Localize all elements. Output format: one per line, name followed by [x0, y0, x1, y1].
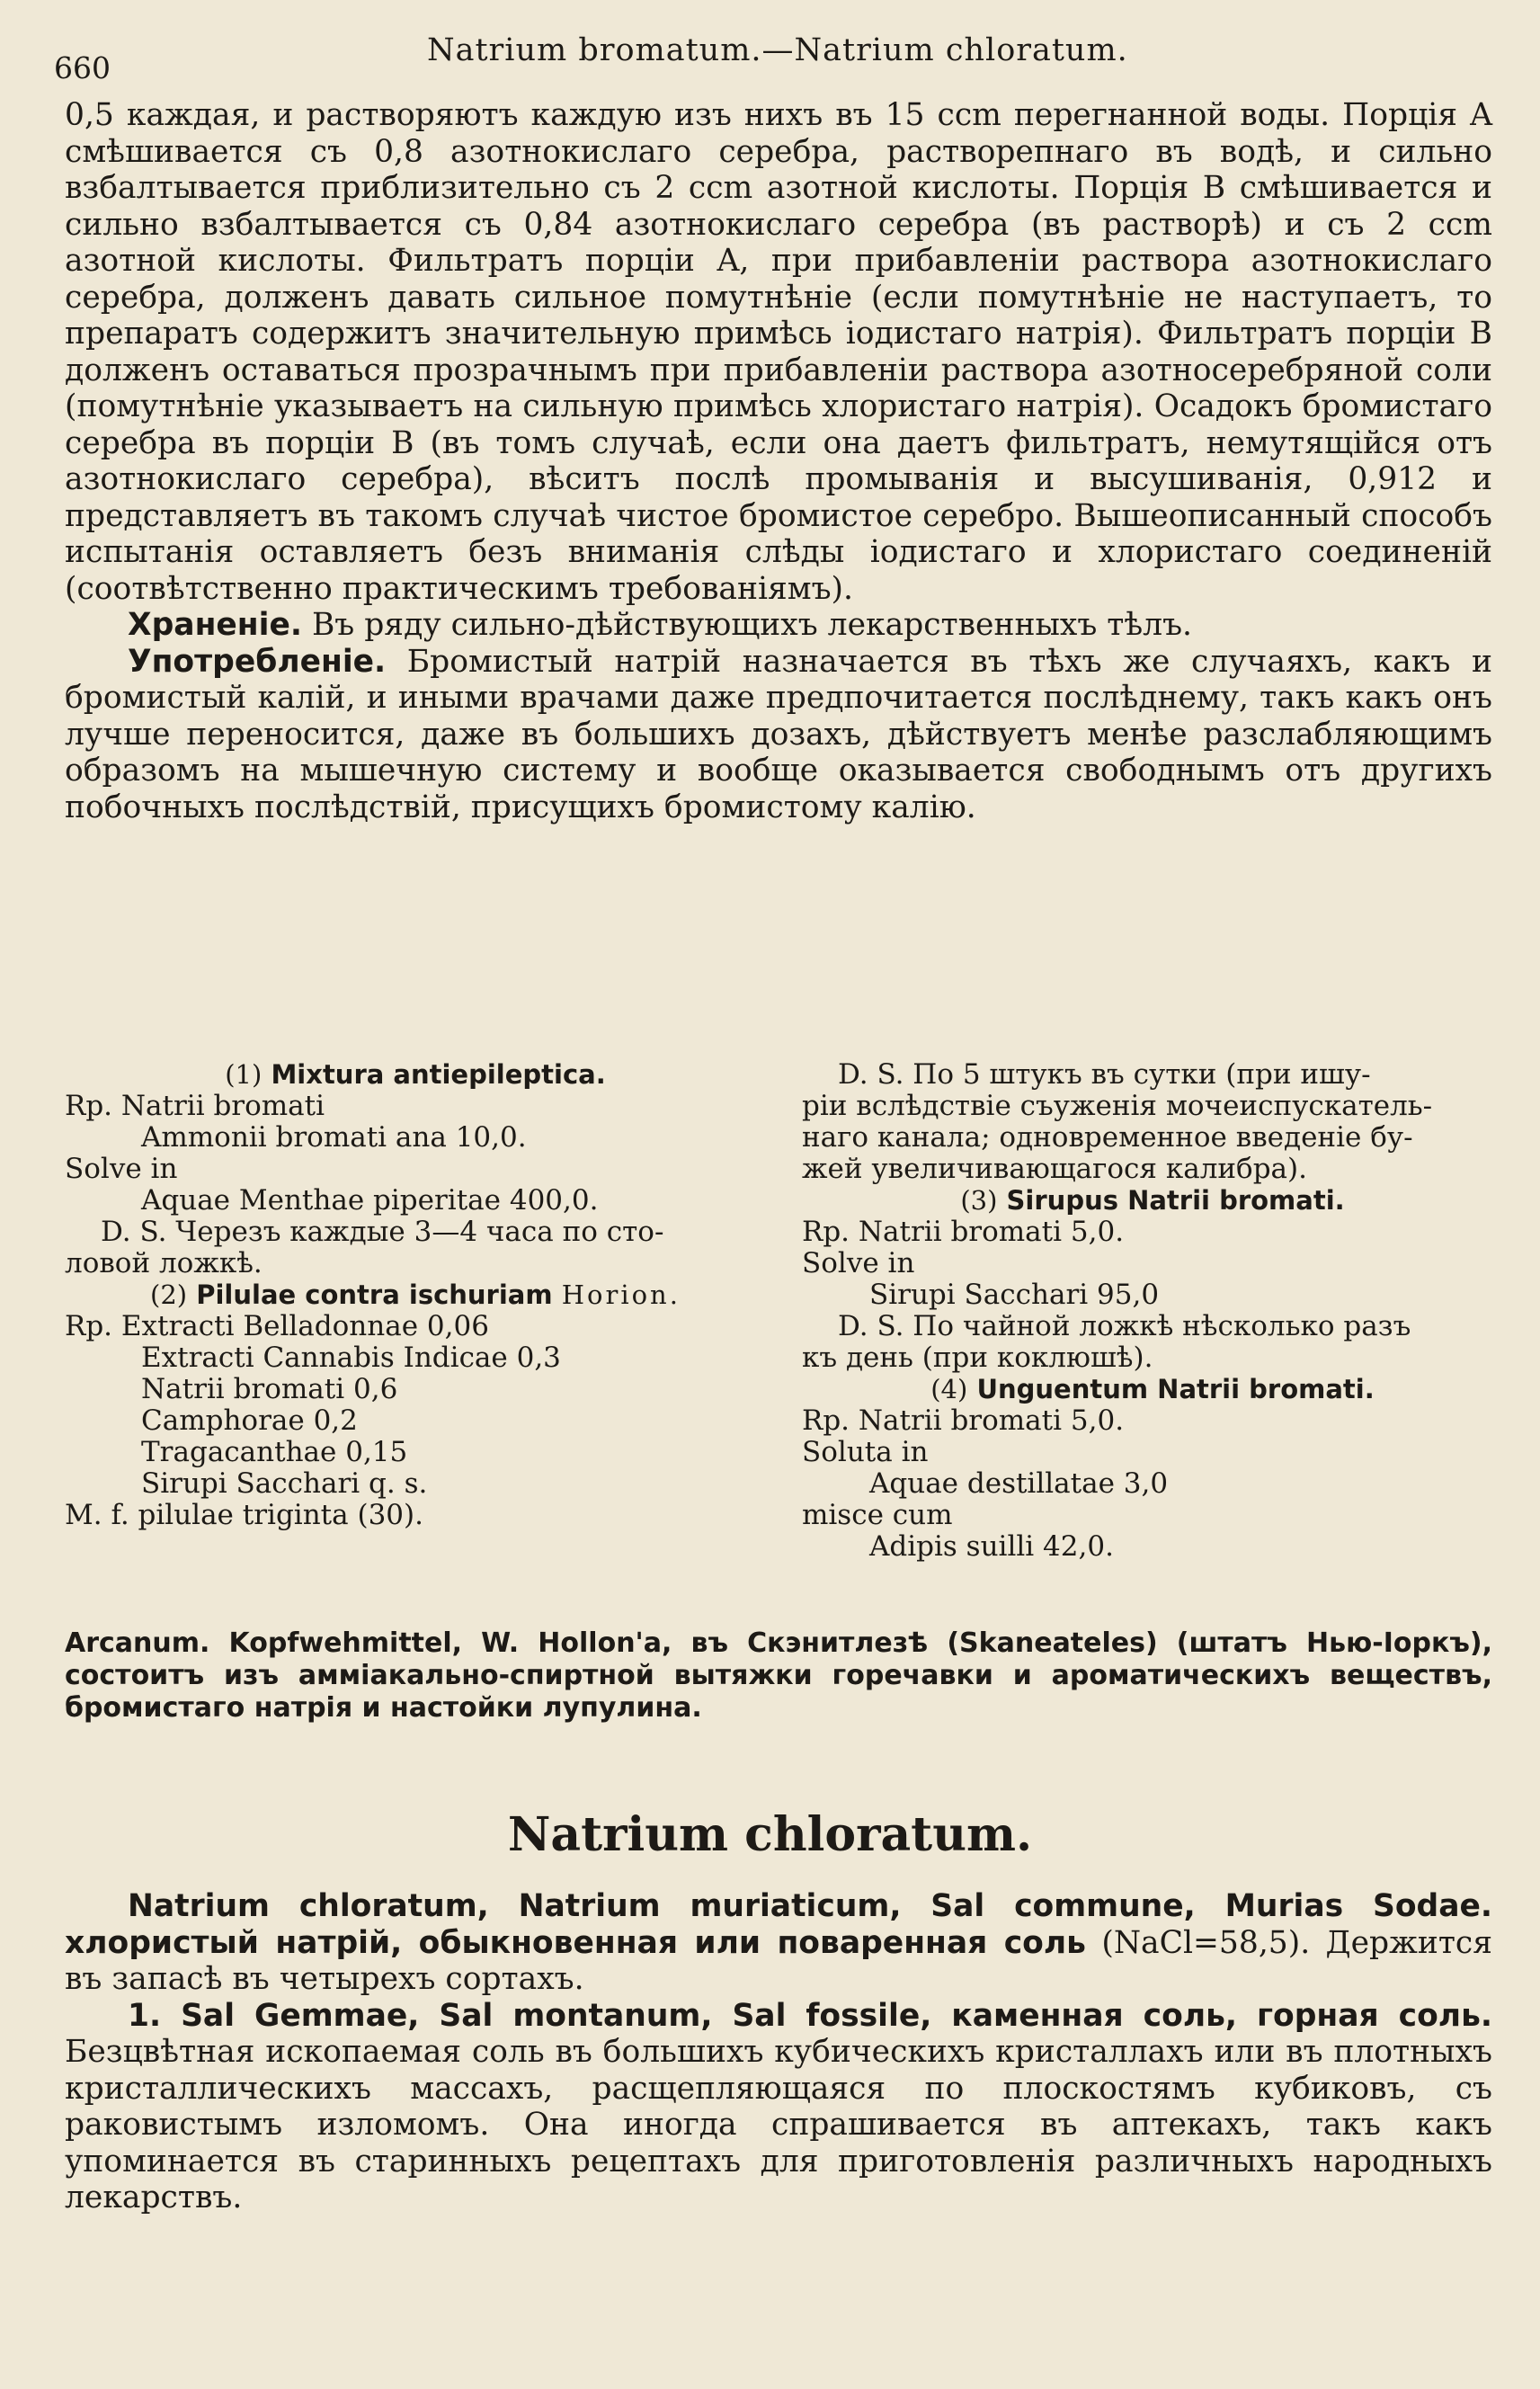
chloratum-names: Natrium chloratum, Natrium muriaticum, Sal commune, Murias Sodae. хлористый натрій, обыкновенная или поваренная соль: [65, 1888, 1492, 1961]
recipe-signature: къ день (при коклюшѣ).: [802, 1342, 1153, 1374]
recipes-right-column: [802, 1059, 1503, 1563]
recipe-line: Solve in: [802, 1247, 915, 1279]
recipe-line: Soluta in: [802, 1436, 929, 1468]
recipe-line: Camphorae 0,2: [141, 1404, 358, 1437]
recipe-4-title: (4) Unguentum Natrii bromati.: [930, 1374, 1375, 1404]
chloratum-intro: [65, 1888, 1492, 1998]
arcanum-note: Arcanum. Kopfwehmittel, W. Hollon'a, въ Скэнитлезѣ (Skaneateles) (штатъ Нью-Іоркъ), состоитъ изъ аммiакально-спиртной вытяжки горечавки и ароматическихъ веществъ, бромистаго натрія и настойки лупулина.: [65, 1627, 1492, 1724]
chloratum-text-block: [65, 1888, 1492, 2216]
recipe-signature: D. S. По чайной ложкѣ нѣсколько разъ: [838, 1310, 1411, 1342]
recipes-left-column: [65, 1059, 766, 1531]
sort-1-text: Безцвѣтная ископаемая соль въ большихъ кубическихъ кристаллахъ или въ плотныхъ кристаллическихъ массахъ, расщепляющаяся по плоскостямъ кубиковъ, съ раковистымъ изломомъ. Она иногда спрашивается въ аптекахъ, такъ какъ упоминается въ старинныхъ рецептахъ для приготовленія различныхъ народныхъ лекарствъ.: [65, 2034, 1492, 2215]
recipe-signature: D. S. По 5 штукъ въ сутки (при ишу-: [838, 1058, 1371, 1091]
main-text-block: [65, 97, 1492, 825]
recipe-2-title: (2) Pilulae contra ischuriam Horion.: [150, 1279, 681, 1310]
recipe-line: Ammonii bromati ana 10,0.: [141, 1121, 527, 1154]
section-title: Natrium chloratum.: [507, 1807, 1033, 1862]
recipe-signature: жей увеличивающагося калибра).: [802, 1153, 1307, 1185]
chloratum-formula: (NaCl=58,5). Держится въ запасѣ въ четырехъ сортахъ.: [65, 1924, 1492, 1997]
recipe-line: Aquae Menthae piperitae 400,0.: [141, 1184, 599, 1217]
sort-1-paragraph: [65, 1998, 1492, 2216]
recipe-line: Rp. Natrii bromati 5,0.: [802, 1404, 1125, 1437]
recipe-signature: наго канала; одновременное введеніе бу-: [802, 1121, 1413, 1154]
continuation-paragraph: 0,5 каждая, и растворяютъ каждую изъ нихъ въ 15 ccm перегнанной воды. Порція A смѣшивается съ 0,8 азотнокислаго серебра, растворепнаго въ водѣ, и сильно взбалтывается приблизительно съ 2 ccm азотной кислоты. Порція B смѣшивается и сильно взбалтывается съ 0,84 азотнокислаго серебра (въ растворѣ) и съ 2 ccm азотной кислоты. Фильтратъ порціи A, при прибавленіи раствора азотнокислаго серебра, долженъ давать сильное помутнѣніе (если помутнѣніе не наступаетъ, то препаратъ содержитъ значительную примѣсь іодистаго натрія). Фильтратъ порціи B долженъ оставаться прозрачнымъ при прибавленіи раствора азотносеребряной соли (помутнѣніе указываетъ на сильную примѣсь хлористаго натрія). Осадокъ бромистаго серебра въ порціи B (въ томъ случаѣ, если она даетъ фильтратъ, немутящійся отъ азотнокислаго серебра), вѣситъ послѣ промыванія и высушиванія, 0,912 и представляетъ въ такомъ случаѣ чистое бромистое серебро. Вышеописанный способъ испытанія оставляетъ безъ вниманія слѣды іодистаго и хлористаго соединеній (соотвѣтственно практическимъ требованіямъ).: [65, 97, 1492, 607]
recipe-line: Adipis suilli 42,0.: [869, 1530, 1114, 1563]
storage-text: Въ ряду сильно-дѣйствующихъ лекарственныхъ тѣлъ.: [311, 607, 1193, 643]
recipe-3-title: (3) Sirupus Natrii bromati.: [960, 1185, 1345, 1216]
recipe-line: Sirupi Sacchari q. s.: [141, 1467, 428, 1500]
recipe-1-title: (1) Mixtura antiepileptica.: [225, 1059, 606, 1090]
running-head: Natrium bromatum.—Natrium chloratum.: [427, 32, 1128, 68]
recipe-line: Sirupi Sacchari 95,0: [869, 1279, 1160, 1311]
recipe-line: Solve in: [65, 1153, 178, 1185]
storage-paragraph: [65, 607, 1492, 644]
recipe-line: Rp. Extracti Belladonnae 0,06: [65, 1310, 489, 1342]
recipe-line: M. f. pilulae triginta (30).: [65, 1499, 423, 1531]
recipe-signature: D. S. Черезъ каждые 3—4 часа по сто-: [101, 1216, 664, 1248]
recipe-line: Extracti Cannabis Indicae 0,3: [141, 1342, 561, 1374]
recipe-line: misce cum: [802, 1499, 953, 1531]
page-number: 660: [54, 50, 111, 85]
recipe-line: Tragacanthae 0,15: [141, 1436, 408, 1468]
usage-paragraph: [65, 644, 1492, 826]
recipe-line: Aquae destillatae 3,0: [869, 1467, 1169, 1500]
usage-label: Употребленіе.: [128, 643, 387, 680]
storage-label: Храненіе.: [128, 607, 302, 643]
recipe-line: Rp. Natrii bromati: [65, 1090, 325, 1122]
recipe-signature: ловой ложкѣ.: [65, 1247, 263, 1279]
page-header: [54, 25, 1492, 88]
recipe-line: Rp. Natrii bromati 5,0.: [802, 1216, 1125, 1248]
recipe-line: Natrii bromati 0,6: [141, 1373, 398, 1405]
recipe-signature: ріи вслѣдствіе съуженія мочеиспускатель-: [802, 1090, 1433, 1122]
sort-1-heading: 1. Sal Gemmae, Sal montanum, Sal fossile, каменная соль, горная соль.: [128, 1997, 1492, 2034]
usage-text: Бромистый натрій назначается въ тѣхъ же случаяхъ, какъ и бромистый калій, и иными врачами даже предпочитается послѣднему, такъ какъ онъ лучше переносится, даже въ большихъ дозахъ, дѣйствуетъ менѣе разслабляющимъ образомъ на мышечную систему и вообще оказывается свободнымъ отъ другихъ побочныхъ послѣдствій, присущихъ бромистому калію.: [65, 643, 1492, 825]
